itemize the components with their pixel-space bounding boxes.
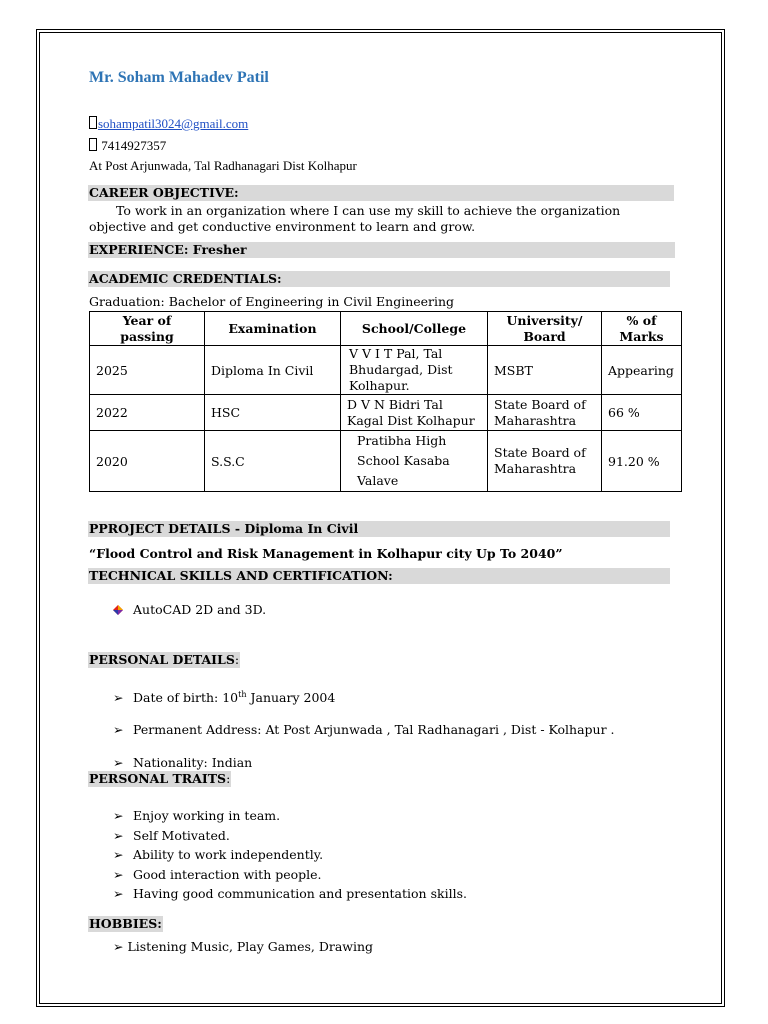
arrow-bullet-icon: ➢ (113, 690, 124, 706)
list-item: ➢ Having good communication and presentation skills. (113, 884, 467, 904)
table-cell: HSC (205, 395, 341, 431)
hobbies-text: Listening Music, Play Games, Drawing (127, 939, 374, 954)
candidate-name: Mr. Soham Mahadev Patil (89, 69, 269, 86)
traits-heading: PERSONAL TRAITS: (89, 771, 231, 786)
list-item: ➢ Enjoy working in team. (113, 806, 467, 826)
nationality-item: ➢ Nationality: Indian (113, 755, 253, 770)
list-item: ➢ Self Motivated. (113, 826, 467, 846)
hobbies-item (113, 939, 373, 955)
table-cell: 66 % (602, 395, 682, 431)
arrow-bullet-icon: ➢ (113, 722, 124, 737)
permanent-address-item: ➢ Permanent Address: At Post Arjunwada , Tal Radhanagari , Dist - Kolhapur . (113, 722, 615, 737)
column-header: School/College (341, 312, 488, 346)
table-cell: Diploma In Civil (205, 346, 341, 395)
list-item: ➢ Ability to work independently. (113, 845, 467, 865)
experience-heading: EXPERIENCE: Fresher (88, 242, 675, 258)
project-heading: PPROJECT DETAILS - Diploma In Civil (88, 521, 670, 537)
column-header: Examination (205, 312, 341, 346)
career-heading: CAREER OBJECTIVE: (88, 185, 674, 201)
phone-line (89, 138, 166, 154)
arrow-bullet-icon: ➢ (113, 755, 124, 770)
table-cell: Appearing (602, 346, 682, 395)
phone-number: 7414927357 (101, 138, 167, 153)
project-title: “Flood Control and Risk Management in Kolhapur city Up To 2040” (89, 546, 563, 561)
table-cell: Pratibha High School Kasaba Valave (341, 431, 488, 492)
list-item: ➢ Good interaction with people. (113, 865, 467, 885)
table-cell: State Board of Maharashtra (488, 431, 602, 492)
table-cell: S.S.C (205, 431, 341, 492)
graduation-line: Graduation: Bachelor of Engineering in Civil Engineering (89, 294, 455, 309)
arrow-bullet-icon: ➢ (113, 939, 124, 954)
personal-heading: PERSONAL DETAILS: (89, 652, 240, 667)
career-text: To work in an organization where I can use my skill to achieve the organization objective and get conductive environment to learn and grow. (89, 203, 621, 234)
column-header: % of Marks (602, 312, 682, 346)
phone-icon (89, 138, 97, 151)
skill-label: AutoCAD 2D and 3D. (133, 602, 267, 617)
table-cell: V V I T Pal, Tal Bhudargad, Dist Kolhapur. (341, 346, 488, 395)
hobbies-heading: HOBBIES: (89, 916, 162, 931)
table-cell: State Board of Maharashtra (488, 395, 602, 431)
table-cell: 2025 (90, 346, 205, 395)
skill-item (113, 602, 266, 618)
email-link[interactable]: sohampatil3024@gmail.com (98, 116, 249, 131)
column-header: Year of passing (90, 312, 205, 346)
table-row (90, 346, 682, 395)
arrow-bullet-icon: ➢ (113, 808, 124, 823)
arrow-bullet-icon: ➢ (113, 866, 124, 882)
diamond-bullet-icon (113, 602, 133, 618)
table-cell: MSBT (488, 346, 602, 395)
table-row (90, 431, 682, 492)
table-cell: D V N Bidri Tal Kagal Dist Kolhapur (341, 395, 488, 431)
email-icon (89, 116, 97, 129)
table-header-row (90, 312, 682, 346)
traits-list (113, 806, 467, 904)
email-line (89, 116, 248, 132)
arrow-bullet-icon: ➢ (113, 886, 124, 901)
table-cell: 2022 (90, 395, 205, 431)
column-header: University/ Board (488, 312, 602, 346)
address: At Post Arjunwada, Tal Radhanagari Dist Kolhapur (89, 158, 357, 173)
arrow-bullet-icon: ➢ (113, 827, 124, 843)
table-cell: 2020 (90, 431, 205, 492)
academic-heading: ACADEMIC CREDENTIALS: (88, 271, 670, 287)
arrow-bullet-icon: ➢ (113, 847, 124, 862)
skills-heading: TECHNICAL SKILLS AND CERTIFICATION: (88, 568, 670, 584)
table-row (90, 395, 682, 431)
table-cell: 91.20 % (602, 431, 682, 492)
academic-table (89, 311, 682, 492)
dob-item: ➢ Date of birth: 10th January 2004 (113, 690, 336, 706)
